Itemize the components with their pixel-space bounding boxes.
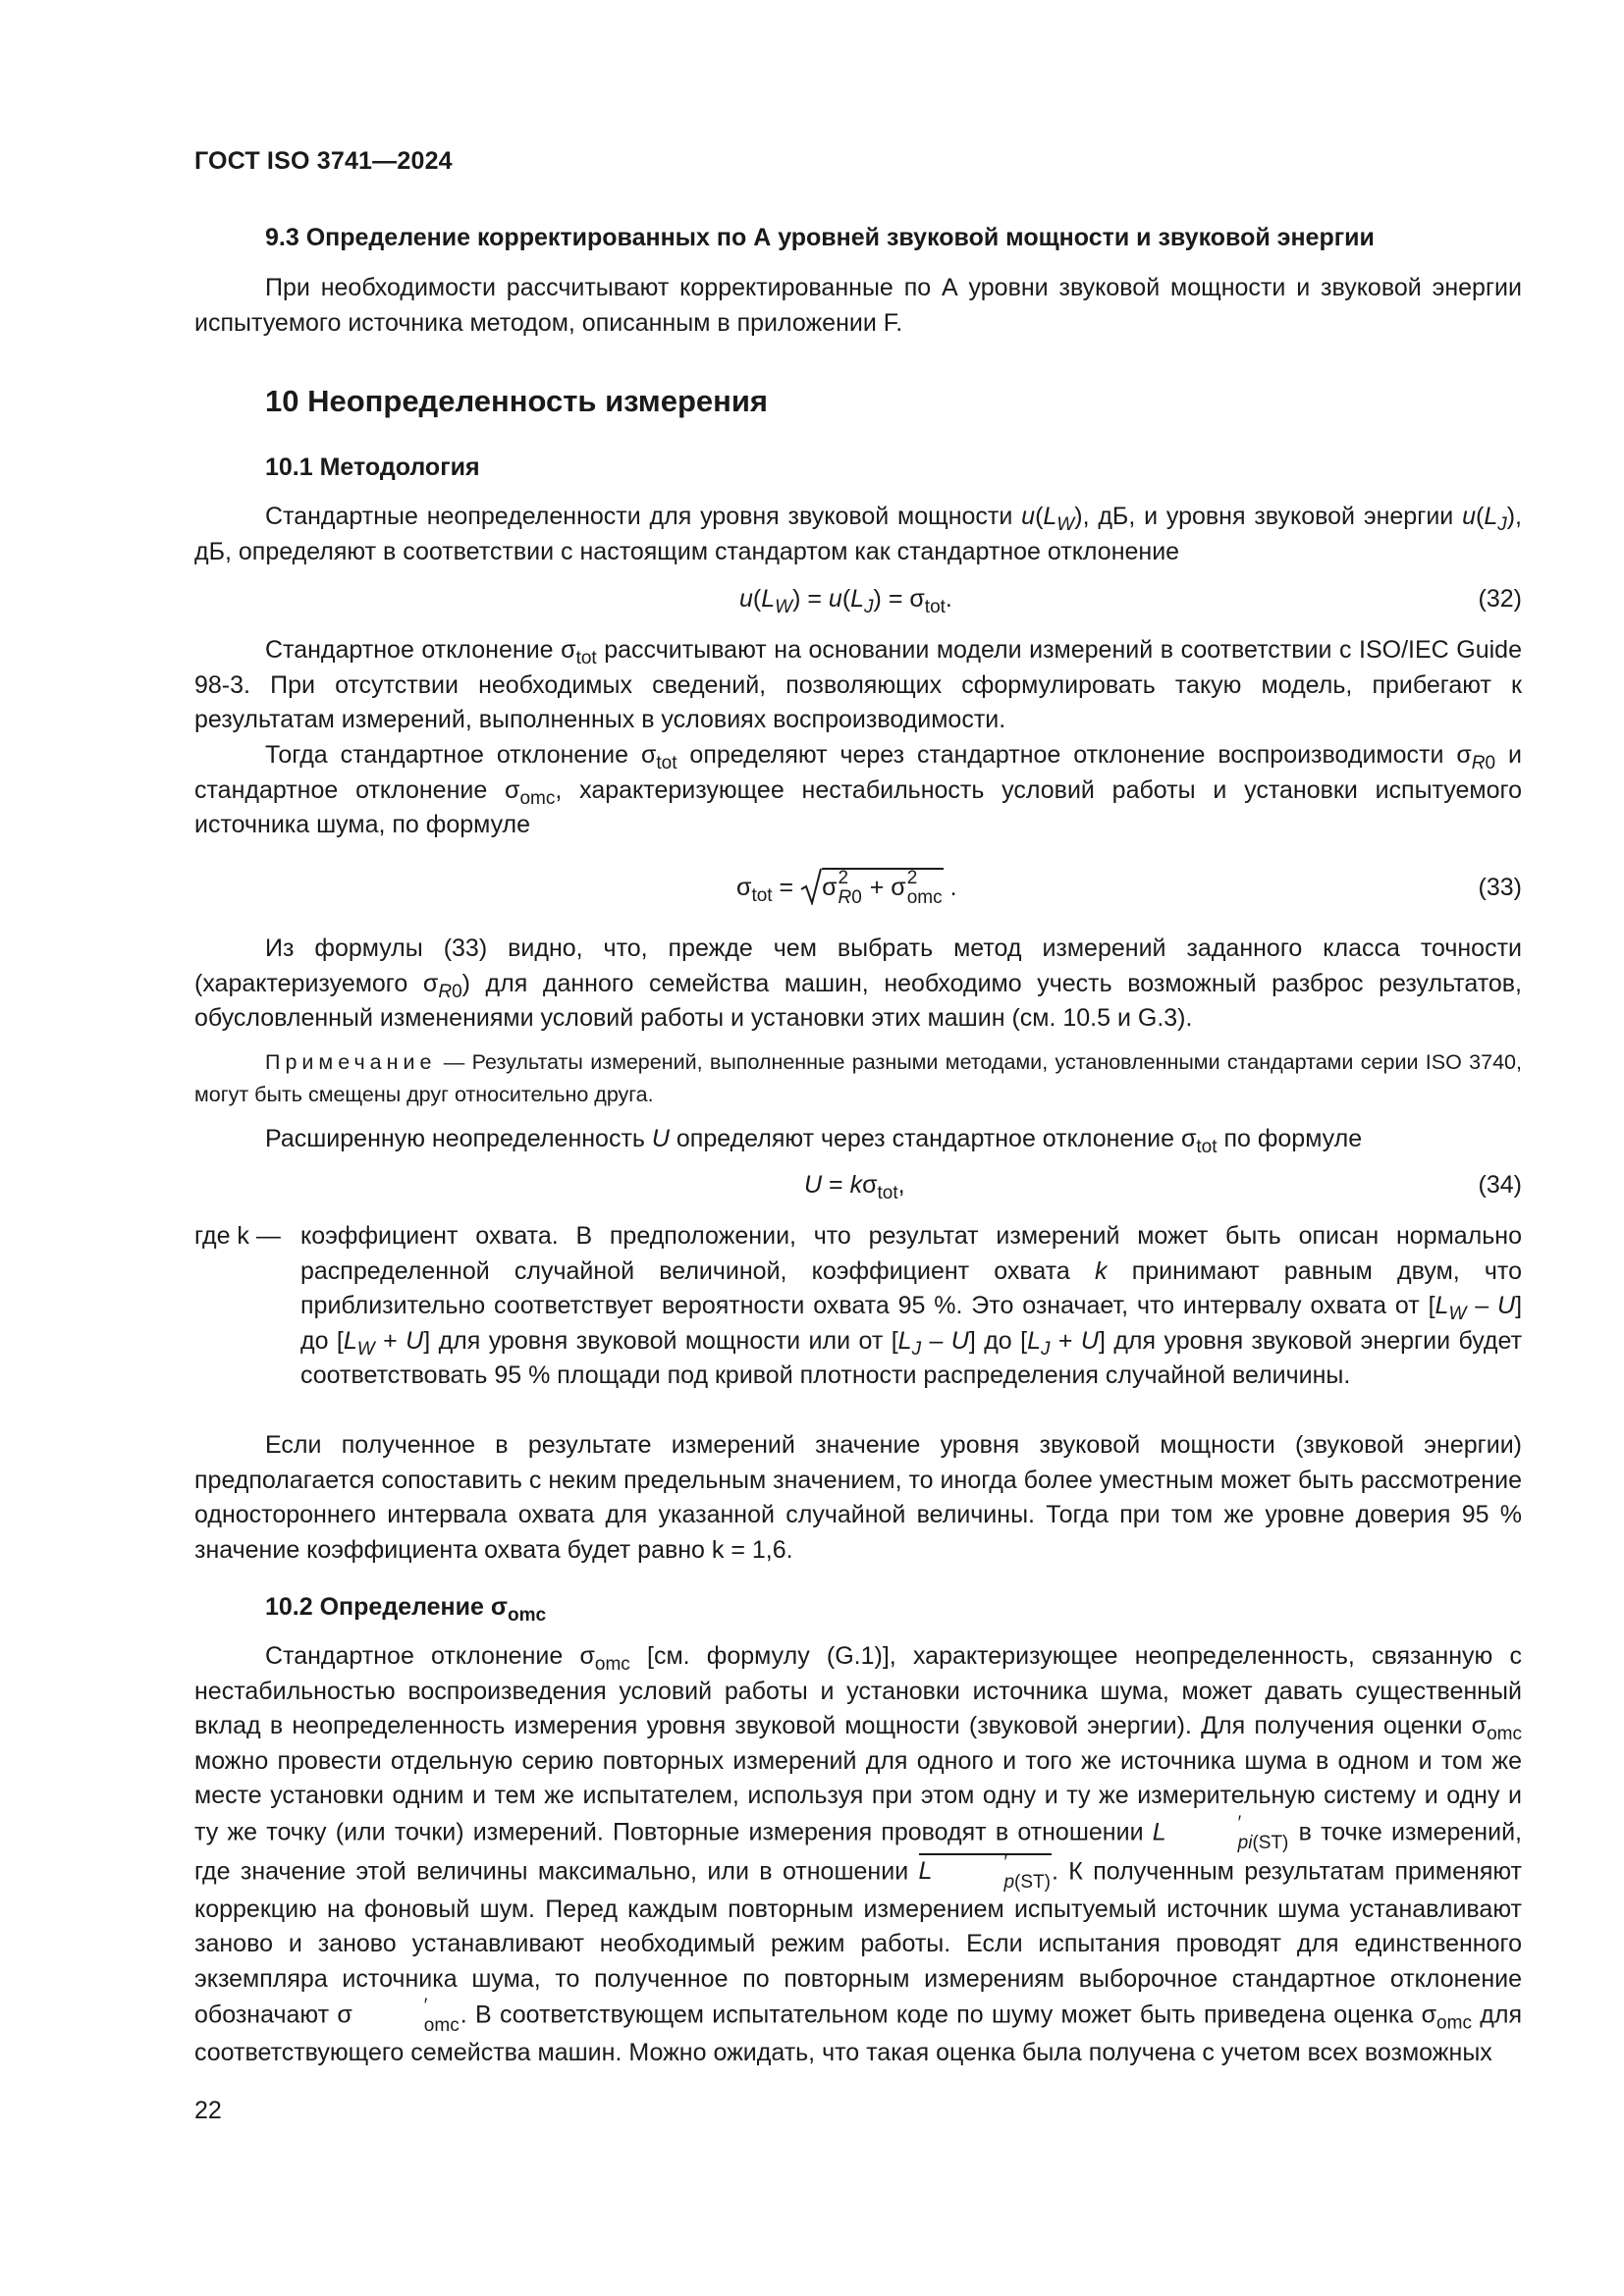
paragraph-one-sided-interval: Если полученное в результате измерений значение уровня звуковой мощности (звуковой энергии) предполагается сопоставить с неким предельным значением, то иногда более уместным может быть рассмотрение одностороннего интервала охвата для указанной случайной величины. Тогда при том же уровне доверия 95 % значение коэффициента охвата будет равно k = 1,6. <box>194 1431 1522 1564</box>
where-definition <box>194 1219 1522 1394</box>
section-10-2-title: 10.2 Определение $\sigma_{omc}$ <box>265 1593 547 1626</box>
sqrt-sign-icon <box>800 868 822 905</box>
section-10-1-title: 10.1 Методология <box>265 454 480 481</box>
section-10-title: 10 Неопределенность измерения <box>265 384 768 418</box>
paragraph-sigma-tot: Стандартное отклонение $\sigma_{tot}$ рассчитывают на основании модели измерений в соответствии с ISO/IEC Guide 98-3. При отсутствии необходимых сведений, позволяющих сформулировать такую модель, прибегают к результатам измерений, выполненных в условиях воспроизводимости. <box>194 636 1522 733</box>
equation-32-number: (32) <box>1478 585 1522 613</box>
equation-34-number: (34) <box>1478 1171 1522 1199</box>
where-label: где k — <box>194 1222 281 1250</box>
paragraph-reproducibility: Тогда стандартное отклонение $\sigma_{tot}$ определяют через стандартное отклонение воспроизводимости $\sigma_{R0}$ и стандартное отклонение $\sigma_{omc}$, характеризующее нестабильность условий работы и установки испытуемого источника шума, по формуле <box>194 741 1522 838</box>
section-10-2-paragraph: Стандартное отклонение $\sigma_{omc}$ [см. формулу (G.1)], характеризующее неопределенность, связанную с нестабильностью воспроизведения условий работы и установки источника шума, может давать существенный вклад в неопределенность измерения уровня звуковой мощности (звуковой энергии). Для получения оценки $\sigma_{omc}$ можно провести отдельную серию повторных измерений для одного и того же источника шума в одном и том же месте установки одним и тем же испытателем, используя при этом одну и ту же измерительную систему и одну и ту же точку (или точки) измерений. Повторные измерения проводят в отношении L ′ pi(ST) в точке измерений, где значение этой величины максимально, или в отношении L ′ p(ST) . К полученным результатам применяют коррекцию на фоновый шум. Перед каждым повторным измерением испытуемый источник шума устанавливают заново и заново устанавливают необходимый режим работы. Если испытания проводят для единственного экземпляра источника шума, то полученное по повторным измерениям выборочное стандартное отклонение обозначают σ ′ omc . В соответствующем испытательном коде по шуму может быть приведена оценка $\sigma_{omc}$ для соответствующего семейства машин. Можно ожидать, что такая оценка была получена с учетом всех возможных <box>194 1642 1523 2066</box>
equation-33 <box>194 864 1522 913</box>
note: Примечание — Результаты измерений, выполненные разными методами, установленными стандартами серии ISO 3740, могут быть смещены друг относительно друга. <box>194 1050 1522 1106</box>
page-number: 22 <box>194 2097 222 2124</box>
paragraph-standard-uncertainty: Стандартные неопределенности для уровня звуковой мощности $u(L_W)$, дБ, и уровня звуковой энергии $u(L_J)$, дБ, определяют в соответствии с настоящим стандартом как стандартное отклонение <box>194 503 1522 565</box>
section-9-3-title: 9.3 Определение корректированных по А уровней звуковой мощности и звуковой энергии <box>265 224 1375 251</box>
document-header: ГОСТ ISO 3741—2024 <box>194 147 453 175</box>
equation-34-formula: $U = k\sigma_{tot}$, <box>804 1171 905 1203</box>
where-description: коэффициент охвата. В предположении, что результат измерений может быть описан нормально распределенной случайной величиной, коэффициент охвата k принимают равным двум, что приблизительно соответствует вероятности охвата 95 %. Это означает, что интервалу охвата от $[L_W - U]$ до $[L_W + U]$ для уровня звуковой мощности или от $[L_J - U]$ до $[L_J + U]$ для уровня звуковой энергии будет соответствовать 95 % площади под кривой плотности распределения случайной величины. <box>300 1222 1523 1389</box>
equation-32-formula: $u(L_W) = u(L_J) = \sigma_{tot}$. <box>739 585 952 617</box>
paragraph-expanded-uncertainty: Расширенную неопределенность U определяют через стандартное отклонение $\sigma_{tot}$ по формуле <box>265 1125 1363 1157</box>
equation-33-number: (33) <box>1478 874 1522 901</box>
equation-32 <box>194 585 1522 624</box>
paragraph-accuracy-class: Из формулы (33) видно, что, прежде чем выбрать метод измерений заданного класса точности (характеризуемого $\sigma_{R0}$) для данного семейства машин, необходимо учесть возможный разброс результатов, обусловленный изменениями условий работы и установки этих машин (см. 10.5 и G.3). <box>194 934 1522 1032</box>
section-9-3-paragraph: При необходимости рассчитывают корректированные по А уровни звуковой мощности и звуковой энергии испытуемого источника методом, описанным в приложении F. <box>194 274 1522 337</box>
equation-33-formula: $\sigma_{tot} = \sigma$ 2 R0 + σ 2 omc . <box>736 868 957 909</box>
equation-34 <box>194 1171 1522 1210</box>
